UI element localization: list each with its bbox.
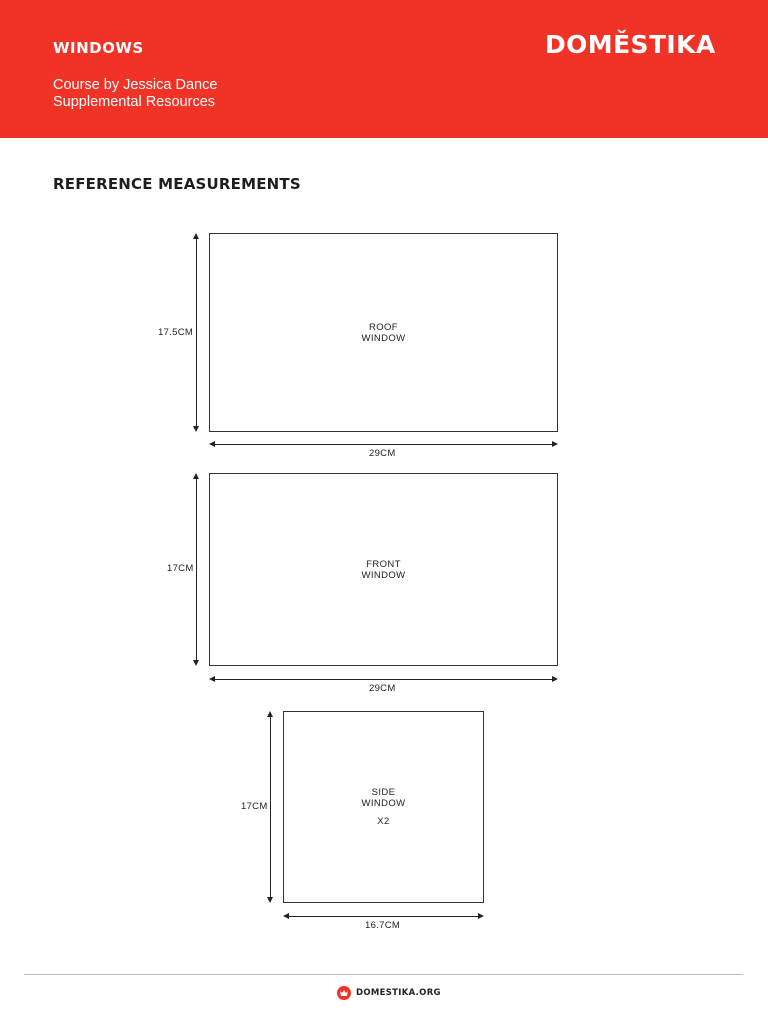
- arrow-down-icon: [193, 660, 199, 666]
- roof-window-name: ROOF: [368, 321, 399, 333]
- arrow-left-icon: [283, 913, 289, 919]
- course-resource-type: Supplemental Resources: [53, 94, 216, 110]
- footer-url[interactable]: DOMESTIKA.ORG: [356, 988, 441, 998]
- arrow-up-icon: [267, 711, 273, 717]
- roof-window-box: [209, 233, 558, 432]
- arrow-down-icon: [267, 897, 273, 903]
- roof-width-label: 29CM: [369, 448, 396, 459]
- roof-height-label: 17.5CM: [158, 327, 194, 338]
- side-window-box: [283, 711, 484, 903]
- arrow-right-icon: [478, 913, 484, 919]
- arrow-left-icon: [209, 676, 215, 682]
- side-width-label: 16.7CM: [365, 920, 401, 931]
- course-author: Course by Jessica Dance: [53, 77, 218, 93]
- roof-width-dimension-line: [213, 444, 554, 445]
- arrow-up-icon: [193, 473, 199, 479]
- side-window-name-line2: WINDOW: [361, 798, 406, 809]
- section-title: REFERENCE MEASUREMENTS: [53, 175, 301, 193]
- roof-window-name-line2: WINDOW: [361, 332, 406, 344]
- front-width-dimension-line: [213, 679, 554, 680]
- course-title: WINDOWS: [53, 39, 144, 57]
- arrow-left-icon: [209, 441, 215, 447]
- side-window-quantity: X2: [377, 816, 390, 827]
- side-height-dimension-line: [270, 715, 271, 899]
- footer-divider: [24, 974, 743, 975]
- roof-height-dimension-line: [196, 237, 197, 428]
- domestika-crown-icon: [337, 986, 351, 1000]
- front-width-label: 29CM: [369, 683, 396, 694]
- front-height-dimension-line: [196, 477, 197, 662]
- front-window-name-line2: WINDOW: [361, 569, 406, 581]
- side-height-label: 17CM: [241, 801, 268, 812]
- arrow-right-icon: [552, 676, 558, 682]
- header-banner: [0, 0, 768, 138]
- front-window-name: FRONT: [366, 558, 401, 570]
- arrow-down-icon: [193, 426, 199, 432]
- arrow-right-icon: [552, 441, 558, 447]
- front-height-label: 17CM: [167, 563, 194, 574]
- side-window-name: SIDE: [371, 787, 396, 798]
- side-width-dimension-line: [287, 916, 480, 917]
- domestika-logo: DOMĚSTIKA: [545, 30, 716, 59]
- arrow-up-icon: [193, 233, 199, 239]
- front-window-box: [209, 473, 558, 666]
